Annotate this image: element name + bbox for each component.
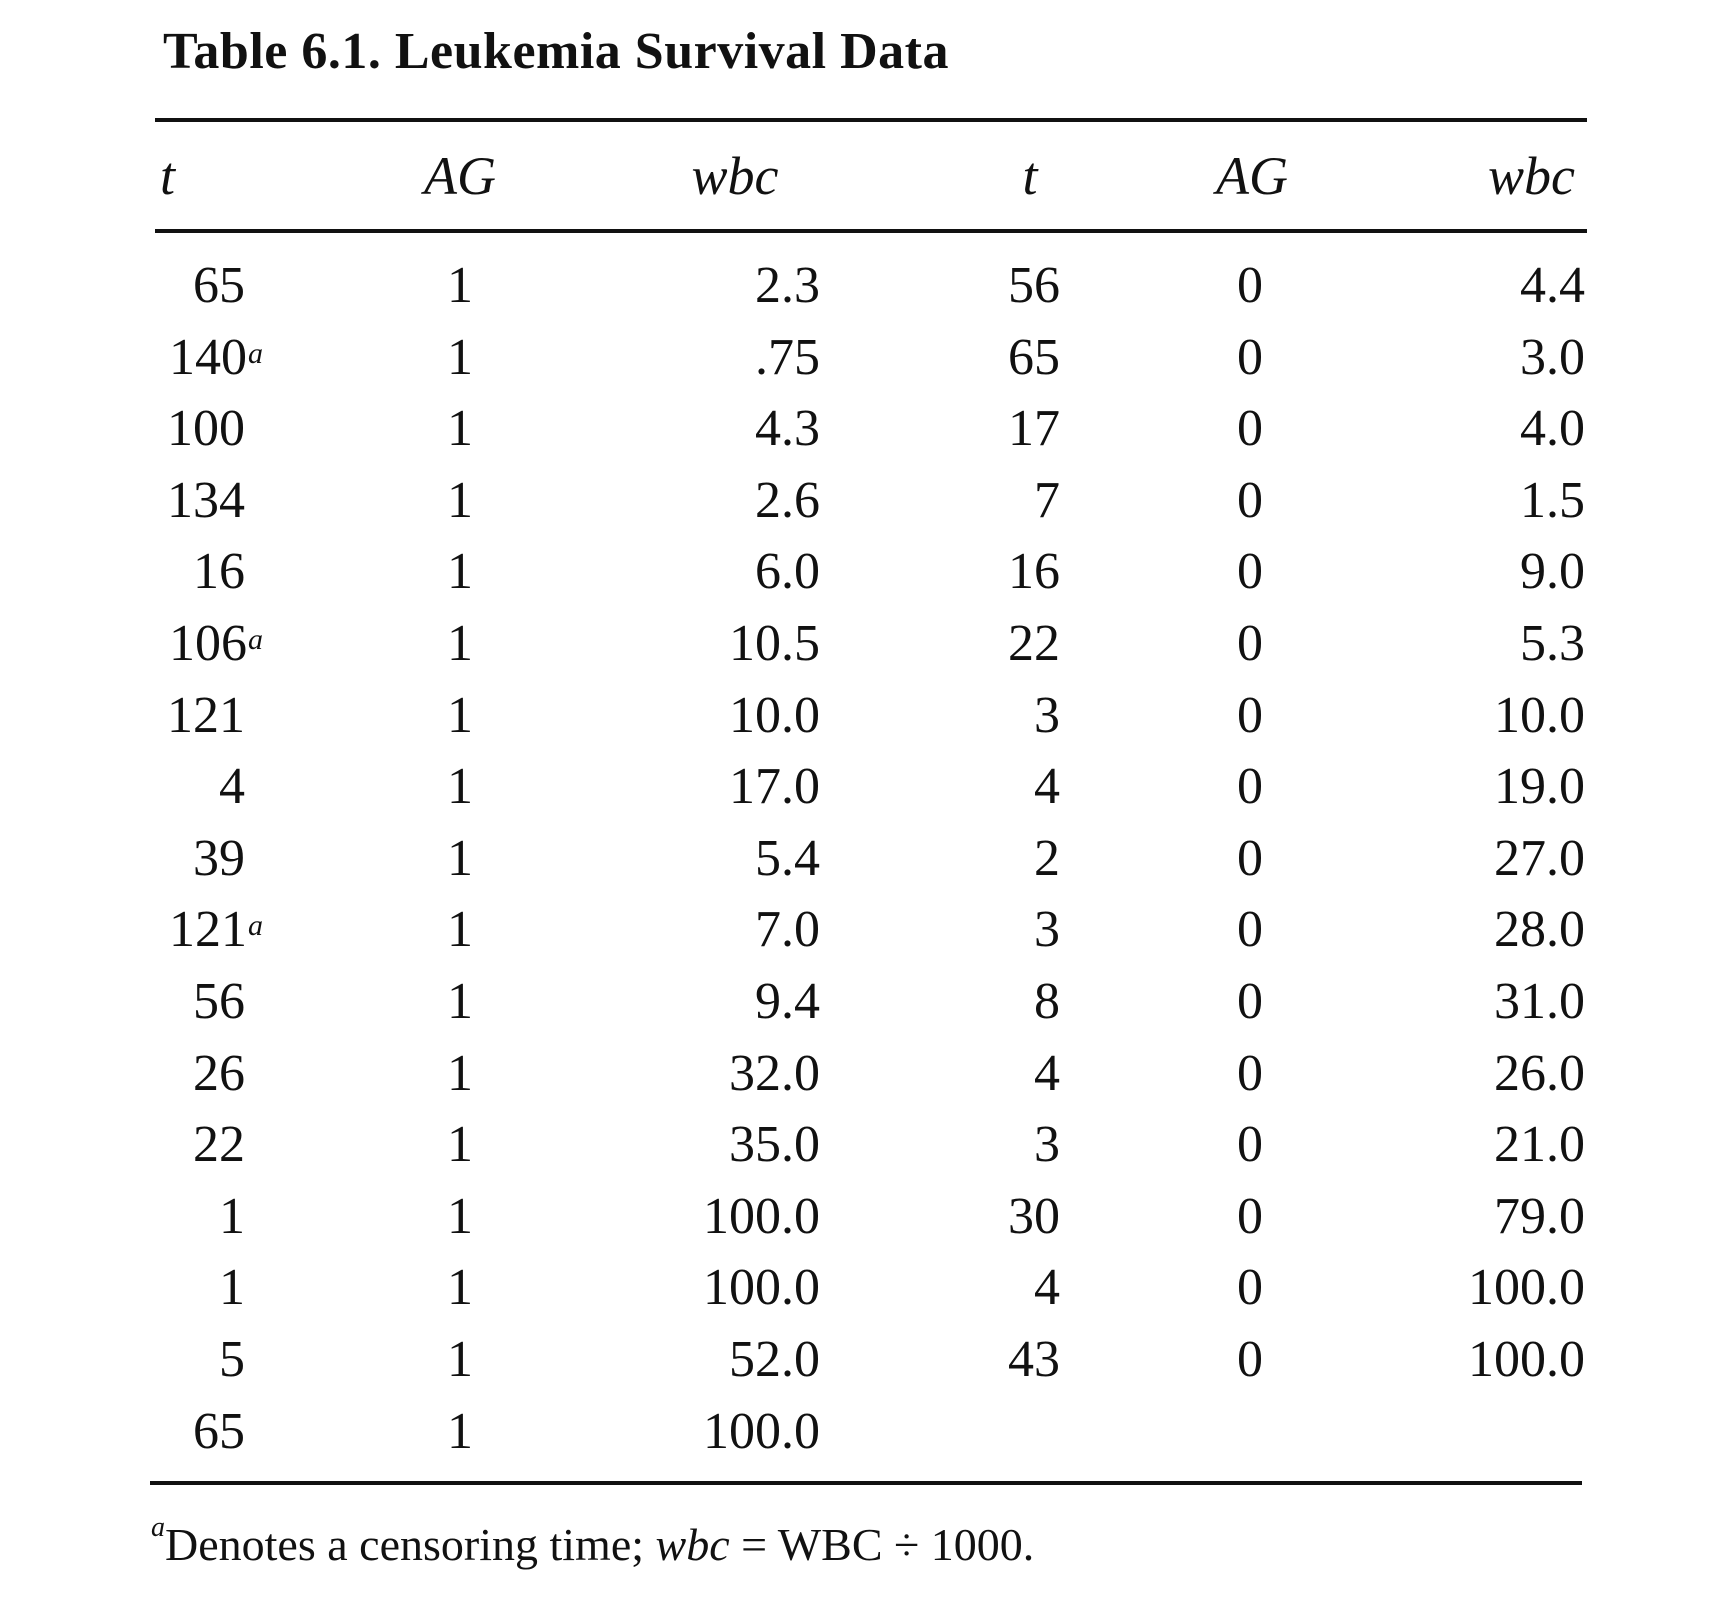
censor-marker: a <box>248 909 263 943</box>
footnote-text-before: Denotes a censoring time; <box>165 1519 656 1570</box>
cell-t-left <box>150 1187 245 1247</box>
cell-t-left-value: 22 <box>193 1116 245 1174</box>
cell-wbc-left-value: 100.0 <box>703 1259 820 1317</box>
cell-wbc-left <box>620 1258 820 1318</box>
cell-wbc-left <box>620 614 820 674</box>
footnote-marker: a <box>151 1512 165 1543</box>
cell-wbc-right-value: 10.0 <box>1494 686 1585 744</box>
cell-ag-left-value: 1 <box>447 1187 473 1245</box>
cell-t-right-value: 7 <box>1034 471 1060 529</box>
cell-wbc-right-value: 100.0 <box>1468 1331 1585 1388</box>
cell-ag-left-value: 1 <box>447 615 473 672</box>
cell-t-left-value: 16 <box>193 543 245 601</box>
cell-ag-right <box>1220 1044 1280 1104</box>
cell-ag-right-value: 0 <box>1237 1044 1263 1102</box>
cell-wbc-right <box>1380 829 1585 889</box>
cell-ag-right-value: 0 <box>1237 1116 1263 1174</box>
cell-wbc-right-value: 26.0 <box>1494 1044 1585 1102</box>
cell-wbc-left-value: 10.5 <box>729 615 820 672</box>
cell-wbc-left <box>620 900 820 960</box>
cell-t-left-value: 65 <box>193 257 245 314</box>
cell-ag-left <box>430 399 490 459</box>
cell-ag-right <box>1220 471 1280 531</box>
cell-ag-right <box>1220 900 1280 960</box>
cell-wbc-right-value: 9.0 <box>1520 543 1585 601</box>
cell-t-right-value: 4 <box>1034 758 1060 816</box>
cell-wbc-left <box>620 471 820 531</box>
cell-wbc-left-value: 5.4 <box>755 829 820 887</box>
header-wbc-left: wbc <box>691 146 779 206</box>
cell-ag-left <box>430 542 490 602</box>
cell-ag-right <box>1220 1115 1280 1175</box>
cell-ag-right <box>1220 757 1280 817</box>
cell-wbc-left-value: 2.3 <box>755 257 820 314</box>
cell-ag-left <box>430 1258 490 1318</box>
cell-wbc-right <box>1380 471 1585 531</box>
cell-t-left-value: 1 <box>219 1259 245 1317</box>
cell-ag-left <box>430 900 490 960</box>
cell-t-right <box>960 614 1060 674</box>
cell-t-left-value: 56 <box>193 973 245 1030</box>
cell-ag-right <box>1220 1187 1280 1247</box>
header-ag-right: AG <box>1216 146 1288 206</box>
cell-wbc-left-value: 9.4 <box>755 973 820 1030</box>
cell-t-right <box>960 399 1060 459</box>
cell-wbc-left <box>620 1187 820 1247</box>
cell-ag-right-value: 0 <box>1237 1259 1263 1317</box>
cell-wbc-right-value: 5.3 <box>1520 615 1585 672</box>
cell-t-left <box>150 328 263 388</box>
cell-ag-left <box>430 256 490 316</box>
cell-t-left <box>150 972 245 1032</box>
cell-ag-left <box>430 1044 490 1104</box>
header-t-left: t <box>160 146 176 206</box>
cell-ag-left-value: 1 <box>447 1116 473 1174</box>
cell-t-left <box>150 542 245 602</box>
footnote <box>150 1512 1035 1571</box>
cell-ag-right <box>1220 1258 1280 1318</box>
cell-t-left <box>150 757 245 817</box>
cell-t-left <box>150 900 263 960</box>
cell-ag-right-value: 0 <box>1237 758 1263 816</box>
cell-t-right-value: 22 <box>1008 615 1060 672</box>
cell-t-right-value: 56 <box>1008 257 1060 314</box>
header-t-right: t <box>1022 146 1038 206</box>
cell-wbc-right <box>1380 686 1585 746</box>
cell-ag-left-value: 1 <box>447 1259 473 1317</box>
cell-t-right-value: 3 <box>1034 1116 1060 1174</box>
cell-wbc-right-value: 79.0 <box>1494 1187 1585 1245</box>
cell-t-left <box>150 1258 245 1318</box>
cell-ag-right-value: 0 <box>1237 615 1263 672</box>
cell-ag-left-value: 1 <box>447 328 473 386</box>
cell-wbc-right <box>1380 614 1585 674</box>
cell-t-right <box>960 1330 1060 1390</box>
cell-t-right <box>960 829 1060 889</box>
cell-wbc-left-value: 52.0 <box>729 1331 820 1388</box>
cell-ag-left-value: 1 <box>447 1331 473 1388</box>
cell-t-right <box>960 757 1060 817</box>
cell-wbc-left-value: 4.3 <box>755 400 820 458</box>
cell-t-left-value: 100 <box>167 400 245 458</box>
cell-ag-right <box>1220 542 1280 602</box>
footnote-var: wbc <box>655 1519 730 1570</box>
cell-wbc-left <box>620 328 820 388</box>
cell-t-left <box>150 614 263 674</box>
cell-wbc-right <box>1380 399 1585 459</box>
cell-t-left <box>150 471 245 531</box>
cell-ag-left-value: 1 <box>447 1402 473 1460</box>
cell-t-right-value: 30 <box>1008 1187 1060 1245</box>
cell-t-right-value: 43 <box>1008 1331 1060 1388</box>
cell-t-right <box>960 686 1060 746</box>
cell-t-left-value: 106 <box>169 615 247 672</box>
cell-t-right <box>960 256 1060 316</box>
cell-t-right <box>960 1187 1060 1247</box>
cell-wbc-right <box>1380 1258 1585 1318</box>
cell-wbc-left-value: 17.0 <box>729 758 820 816</box>
cell-ag-left <box>430 1330 490 1390</box>
cell-t-left-value: 4 <box>219 758 245 816</box>
cell-t-left-value: 121 <box>169 901 247 959</box>
cell-wbc-left <box>620 1330 820 1390</box>
cell-ag-right-value: 0 <box>1237 1187 1263 1245</box>
top-rule <box>155 118 1587 122</box>
cell-wbc-right-value: 4.0 <box>1520 400 1585 458</box>
cell-wbc-left <box>620 1115 820 1175</box>
cell-t-left <box>150 1115 245 1175</box>
cell-wbc-right <box>1380 328 1585 388</box>
cell-wbc-left <box>620 542 820 602</box>
footnote-text-after: = WBC ÷ 1000. <box>729 1519 1035 1570</box>
cell-wbc-left <box>620 829 820 889</box>
cell-wbc-left-value: 100.0 <box>703 1187 820 1245</box>
cell-ag-left-value: 1 <box>447 973 473 1030</box>
cell-wbc-left <box>620 757 820 817</box>
cell-t-right <box>960 328 1060 388</box>
cell-wbc-left-value: 10.0 <box>729 686 820 744</box>
cell-wbc-left <box>620 972 820 1032</box>
cell-ag-right-value: 0 <box>1237 973 1263 1030</box>
cell-wbc-left <box>620 1044 820 1104</box>
cell-t-left-value: 140 <box>169 328 247 386</box>
cell-ag-left <box>430 1402 490 1462</box>
cell-ag-left <box>430 1187 490 1247</box>
cell-ag-right-value: 0 <box>1237 829 1263 887</box>
cell-ag-left-value: 1 <box>447 1044 473 1102</box>
cell-wbc-right-value: 28.0 <box>1494 901 1585 959</box>
cell-wbc-right-value: 100.0 <box>1468 1259 1585 1317</box>
cell-t-right <box>960 972 1060 1032</box>
cell-t-left-value: 65 <box>193 1402 245 1460</box>
cell-wbc-right-value: 21.0 <box>1494 1116 1585 1174</box>
cell-t-left-value: 121 <box>167 686 245 744</box>
censor-marker: a <box>248 623 263 656</box>
cell-wbc-left-value: 7.0 <box>755 901 820 959</box>
cell-ag-left <box>430 757 490 817</box>
cell-t-left <box>150 686 245 746</box>
cell-ag-right <box>1220 399 1280 459</box>
cell-t-right-value: 4 <box>1034 1044 1060 1102</box>
cell-ag-left <box>430 972 490 1032</box>
cell-t-left <box>150 1402 245 1462</box>
cell-t-left <box>150 829 245 889</box>
table-title: Table 6.1. Leukemia Survival Data <box>163 23 949 80</box>
cell-ag-right-value: 0 <box>1237 257 1263 314</box>
cell-ag-right-value: 0 <box>1237 328 1263 386</box>
cell-ag-right <box>1220 328 1280 388</box>
cell-t-left <box>150 399 245 459</box>
cell-ag-right <box>1220 256 1280 316</box>
cell-wbc-right-value: 4.4 <box>1520 257 1585 314</box>
cell-t-right <box>960 471 1060 531</box>
cell-wbc-right-value: 31.0 <box>1494 973 1585 1030</box>
cell-t-right-value: 4 <box>1034 1259 1060 1317</box>
cell-wbc-right <box>1380 1330 1585 1390</box>
cell-ag-right <box>1220 829 1280 889</box>
cell-t-right <box>960 542 1060 602</box>
cell-wbc-left-value: 6.0 <box>755 543 820 601</box>
cell-t-right-value: 65 <box>1008 328 1060 386</box>
cell-wbc-right <box>1380 1115 1585 1175</box>
cell-ag-left-value: 1 <box>447 471 473 529</box>
cell-t-right-value: 2 <box>1034 829 1060 887</box>
cell-wbc-right <box>1380 1187 1585 1247</box>
cell-ag-right-value: 0 <box>1237 1331 1263 1388</box>
cell-t-left-value: 1 <box>219 1187 245 1245</box>
cell-wbc-left <box>620 686 820 746</box>
cell-ag-right <box>1220 614 1280 674</box>
censor-marker: a <box>248 336 263 370</box>
cell-wbc-right <box>1380 542 1585 602</box>
cell-ag-right-value: 0 <box>1237 471 1263 529</box>
cell-wbc-right <box>1380 757 1585 817</box>
cell-t-right <box>960 1258 1060 1318</box>
cell-t-right-value: 17 <box>1008 400 1060 458</box>
cell-t-left <box>150 1044 245 1104</box>
cell-ag-right <box>1220 1330 1280 1390</box>
cell-t-right <box>960 1044 1060 1104</box>
cell-ag-left <box>430 614 490 674</box>
cell-ag-left <box>430 471 490 531</box>
cell-ag-left-value: 1 <box>447 257 473 314</box>
cell-wbc-right <box>1380 972 1585 1032</box>
cell-t-right-value: 3 <box>1034 686 1060 744</box>
cell-wbc-left-value: 2.6 <box>755 471 820 529</box>
cell-wbc-left-value: 35.0 <box>729 1116 820 1174</box>
cell-wbc-right <box>1380 1044 1585 1104</box>
cell-t-right-value: 8 <box>1034 973 1060 1030</box>
cell-wbc-left <box>620 256 820 316</box>
cell-ag-left <box>430 829 490 889</box>
cell-ag-right-value: 0 <box>1237 686 1263 744</box>
cell-ag-left <box>430 328 490 388</box>
cell-t-right <box>960 1115 1060 1175</box>
cell-wbc-left-value: .75 <box>755 328 820 386</box>
cell-wbc-right-value: 27.0 <box>1494 829 1585 887</box>
cell-ag-right-value: 0 <box>1237 901 1263 959</box>
cell-ag-left <box>430 1115 490 1175</box>
cell-t-left-value: 39 <box>193 829 245 887</box>
cell-ag-right <box>1220 972 1280 1032</box>
cell-ag-left-value: 1 <box>447 543 473 601</box>
cell-ag-left-value: 1 <box>447 686 473 744</box>
cell-t-left-value: 26 <box>193 1044 245 1102</box>
cell-ag-left <box>430 686 490 746</box>
header-ag-left: AG <box>424 146 496 206</box>
cell-t-right <box>960 900 1060 960</box>
cell-wbc-left <box>620 1402 820 1462</box>
cell-ag-right-value: 0 <box>1237 400 1263 458</box>
cell-ag-left-value: 1 <box>447 829 473 887</box>
cell-ag-right <box>1220 686 1280 746</box>
cell-wbc-left <box>620 399 820 459</box>
cell-wbc-left-value: 32.0 <box>729 1044 820 1102</box>
cell-t-left <box>150 256 245 316</box>
cell-wbc-right-value: 1.5 <box>1520 471 1585 529</box>
cell-wbc-right-value: 3.0 <box>1520 328 1585 386</box>
cell-t-right-value: 3 <box>1034 901 1060 959</box>
cell-wbc-left-value: 100.0 <box>703 1402 820 1460</box>
header-wbc-right: wbc <box>1488 146 1575 206</box>
cell-wbc-right <box>1380 900 1585 960</box>
cell-t-right-value: 16 <box>1008 543 1060 601</box>
cell-t-left-value: 134 <box>167 471 245 529</box>
bottom-rule <box>150 1481 1582 1485</box>
cell-ag-right-value: 0 <box>1237 543 1263 601</box>
cell-t-left-value: 5 <box>219 1331 245 1388</box>
cell-wbc-right <box>1380 256 1585 316</box>
cell-ag-left-value: 1 <box>447 758 473 816</box>
header-rule <box>155 229 1587 233</box>
cell-ag-left-value: 1 <box>447 400 473 458</box>
cell-t-left <box>150 1330 245 1390</box>
cell-wbc-right-value: 19.0 <box>1494 758 1585 816</box>
cell-ag-left-value: 1 <box>447 901 473 959</box>
